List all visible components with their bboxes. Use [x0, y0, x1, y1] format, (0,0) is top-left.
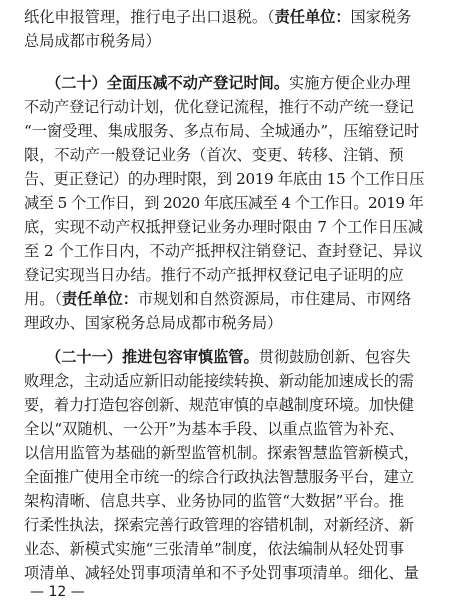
text-line — [24, 239, 424, 263]
text-segment: 贯彻鼓励创新、包容失 — [258, 348, 411, 366]
text-segment: 行柔性执法，探索完善行政管理的容错机制，对新经济、新 — [24, 516, 414, 534]
text-segment: 国家税务 — [350, 8, 412, 26]
text-segment: 业态、新模式实施“三张清单”制度，依法编制从轻处罚事 — [24, 540, 405, 558]
text-segment: 登记实现当日办结。推行不动产抵押权登记电子证明的应 — [24, 266, 404, 284]
text-line — [24, 393, 414, 417]
text-line — [46, 345, 412, 369]
text-line — [24, 417, 424, 441]
text-segment: 架构清晰、信息共享、业务协同的监管“大数据”平台。推 — [24, 492, 405, 510]
text-line — [24, 465, 414, 489]
text-segment: 不动产登记行动计划，优化登记流程，推行不动产统一登记 — [24, 98, 414, 116]
text-line — [24, 191, 424, 215]
text-segment: 市规划和自然资源局，市住建局、市网络 — [137, 290, 412, 308]
text-segment: 用。（ — [24, 290, 62, 308]
text-segment: 项清单、减轻处罚事项清单和不予处罚事项清单。细化、量 — [24, 564, 419, 582]
bold-text-segment: （二十）全面压减不动产登记时间。 — [46, 74, 289, 92]
text-segment: 要，着力打造包容创新、规范审慎的卓越制度环境。加快健 — [24, 396, 414, 414]
text-segment: 理政办、国家税务总局成都市税务局） — [24, 314, 283, 332]
text-line — [24, 167, 424, 191]
text-line — [24, 95, 414, 119]
text-line — [24, 5, 414, 29]
text-segment: 减至 5 个工作日，到 2020 年底压减至 4 个工作日。2019 年 — [24, 194, 424, 212]
text-line — [24, 489, 414, 513]
text-segment: 底，实现不动产权抵押登记业务办理时限由 7 个工作日压减 — [24, 218, 424, 236]
text-segment: 纸化申报管理，推行电子出口退税。（ — [24, 8, 275, 26]
text-segment: 全以“双随机、一公开”为基本手段、以重点监管为补充、 — [24, 420, 405, 438]
text-line — [24, 119, 424, 143]
text-segment: 告、更正登记）的办理时限，到 2019 年底由 15 个工作日压 — [24, 170, 424, 188]
text-line — [24, 263, 424, 287]
text-segment: 实施方便企业办理 — [289, 74, 411, 92]
text-line — [24, 311, 324, 335]
text-line — [24, 537, 414, 561]
bold-text-segment: 责任单位： — [274, 8, 351, 26]
text-line — [24, 29, 184, 53]
text-line — [46, 71, 412, 95]
text-segment: “一窗受理、集成服务、多点布局、全城通办”，压缩登记时 — [24, 122, 420, 140]
text-segment: 败理念，主动适应新旧动能接续转换、新动能加速成长的需 — [24, 372, 414, 390]
text-segment: 以信用监管为基础的新型监管机制。探索智慧监管新模式， — [24, 444, 419, 462]
text-line — [24, 369, 414, 393]
text-segment: 全面推广使用全市统一的综合行政执法智慧服务平台，建立 — [24, 468, 414, 486]
text-line — [24, 143, 414, 167]
text-line — [24, 441, 424, 465]
text-segment: 总局成都市税务局） — [24, 32, 161, 50]
page-number: — 12 — — [30, 584, 85, 600]
text-segment: 至 2 个工作日内，不动产抵押权注销登记、查封登记、异议 — [24, 242, 424, 260]
text-segment: 限，不动产一般登记业务（首次、变更、转移、注销、预 — [24, 146, 404, 164]
text-line — [24, 513, 414, 537]
bold-text-segment: 责任单位： — [61, 290, 138, 308]
text-line — [24, 287, 424, 311]
text-line — [24, 215, 424, 239]
bold-text-segment: （二十一）推进包容审慎监管。 — [46, 348, 259, 366]
